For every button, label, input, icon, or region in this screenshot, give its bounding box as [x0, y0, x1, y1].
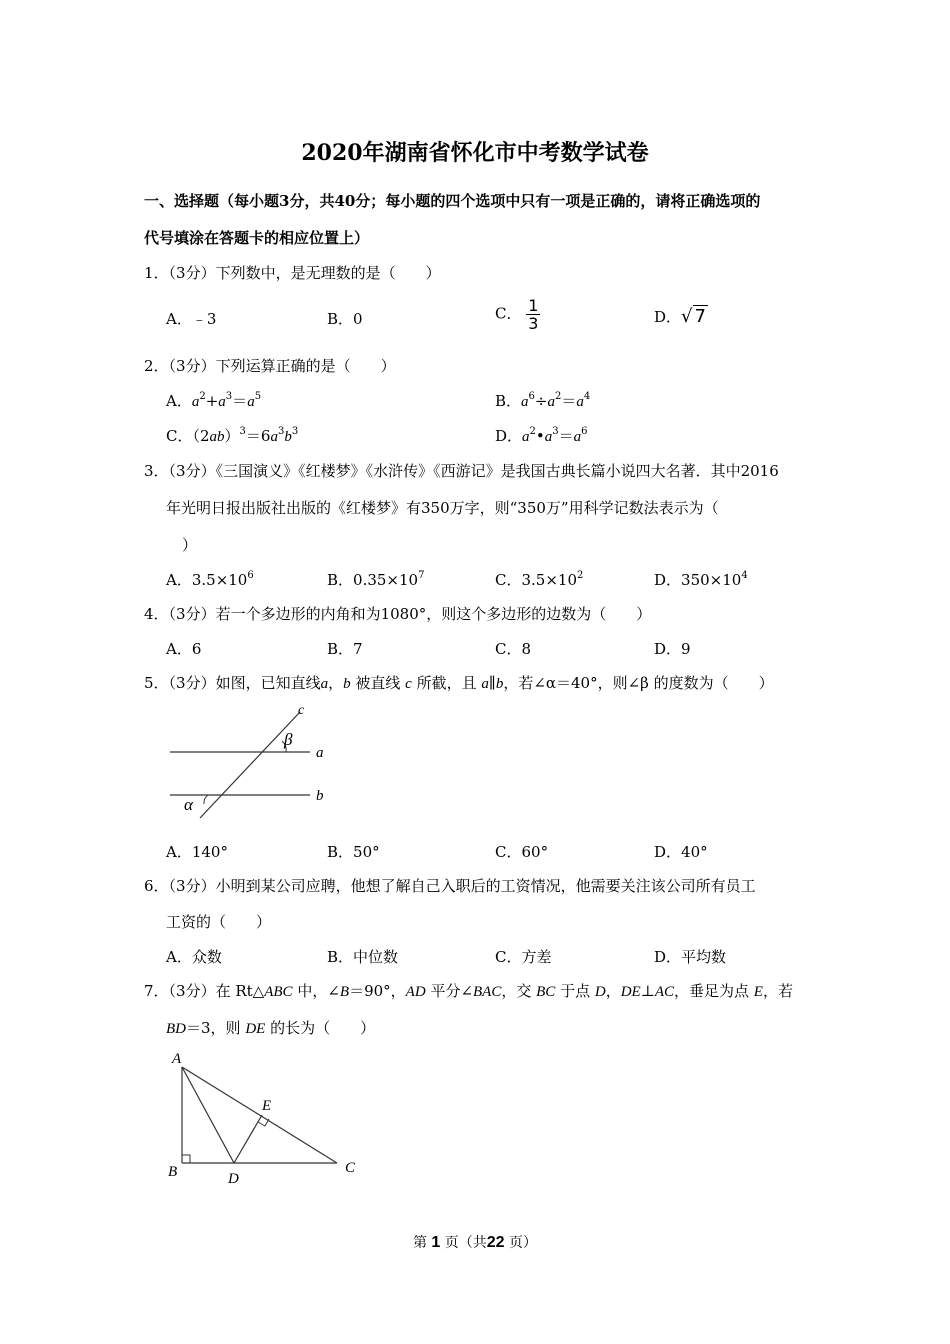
label-c: c — [298, 703, 305, 718]
section-heading-line1: 一、选择题（每小题3分，共40分；每小题的四个选项中只有一项是正确的，请将正确选项的 — [144, 192, 761, 210]
label-c: C — [345, 1160, 356, 1176]
q3-option-d: D．$350\times 10^4$ — [654, 570, 748, 589]
right-angle-b — [182, 1155, 190, 1163]
q3-option-a: A．$3.5\times 10^6$ — [166, 570, 254, 589]
q6-line2: 工资的（ ） — [166, 913, 272, 931]
q5-option-c: C．60° — [495, 843, 549, 861]
q4-option-b: B．7 — [327, 640, 363, 658]
q3-option-b: B．$0.35\times 10^7$ — [327, 570, 425, 589]
q1-option-d — [654, 306, 708, 327]
q4-option-a: A．6 — [166, 640, 202, 658]
q6-option-c: C．方差 — [495, 948, 552, 966]
q3-line2: 年光明日报出版社出版的《红楼梦》有350万字，则“350万”用科学记数法表示为（ — [166, 499, 719, 517]
fraction-numerator: 1 — [528, 296, 539, 315]
q2-option-d: D．$a^2•a^3=a^6$ — [495, 426, 588, 445]
label-d: D — [228, 1171, 239, 1187]
label-e: E — [262, 1098, 272, 1114]
fraction-denominator: 3 — [528, 314, 539, 333]
q3-line1: 3．（3分）《三国演义》《红楼梦》《水浒传》《西游记》是我国古典长篇小说四大名著．其中2016 — [144, 462, 779, 480]
q5-figure — [160, 700, 340, 825]
sqrt-icon: √ 7 — [681, 306, 706, 327]
segment-ac — [182, 1067, 337, 1163]
q2-option-a: A．$a^2+a^3=a^5$ — [166, 391, 262, 410]
page-title: 2020年湖南省怀化市中考数学试卷 — [301, 140, 649, 166]
q5-stem: 5．（3分）如图，已知直线a，b 被直线 c 所截，且 a∥b，若∠α＝40°，则∠β 的度数为（ ） — [144, 674, 774, 692]
q7-figure — [164, 1045, 364, 1190]
q1-option-c — [495, 297, 540, 332]
label-alpha: α — [184, 795, 193, 814]
fraction — [526, 297, 540, 332]
line-c — [200, 712, 300, 818]
angle-alpha-arc — [204, 795, 208, 804]
page-number: 1 — [431, 1234, 441, 1251]
label-beta: β — [284, 730, 293, 749]
section-heading-line2: 代号填涂在答题卡的相应位置上） — [144, 229, 370, 247]
q4-option-d: D．9 — [654, 640, 691, 658]
q1-option-c-label: C． — [495, 304, 522, 323]
q4-option-c: C．8 — [495, 640, 532, 658]
q6-line1: 6．（3分）小明到某公司应聘，他想了解自己入职后的工资情况，他需要关注该公司所有员工 — [144, 877, 756, 895]
label-a: A — [172, 1051, 182, 1067]
q1-stem: 1．（3分）下列数中，是无理数的是（ ） — [144, 264, 441, 282]
segment-de — [234, 1115, 262, 1163]
segment-ad — [182, 1067, 234, 1163]
q5-option-d: D．40° — [654, 843, 708, 861]
q3-option-c: C．$3.5\times 10^2$ — [495, 570, 584, 589]
q6-option-d: D．平均数 — [654, 948, 727, 966]
q7-line1: 7．（3分）在 Rt△ABC 中，∠B＝90°，AD 平分∠BAC，交 BC 于点 D，DE⊥AC，垂足为点 E，若 — [144, 982, 793, 1000]
q3-line3: ） — [182, 536, 198, 554]
q1-option-b: B．0 — [327, 310, 363, 328]
q5-option-a: A．140° — [166, 843, 228, 861]
q4-stem: 4．（3分）若一个多边形的内角和为1080°，则这个多边形的边数为（ ） — [144, 605, 652, 623]
q2-option-b: B．$a^6\div a^2=a^4$ — [495, 391, 591, 410]
label-a: a — [316, 745, 324, 761]
page-footer: 第 1 页（共22 页） — [412, 1234, 538, 1251]
q5-option-b: B．50° — [327, 843, 380, 861]
q6-option-b: B．中位数 — [327, 948, 399, 966]
q6-option-a: A．众数 — [166, 948, 222, 966]
label-b: B — [168, 1164, 178, 1180]
label-b: b — [316, 788, 324, 804]
q7-line2: BD＝3，则 DE 的长为（ ） — [166, 1019, 376, 1037]
q1-option-d-label: D． — [654, 308, 682, 326]
q1-option-a: A．﹣3 — [166, 310, 217, 328]
q2-stem: 2．（3分）下列运算正确的是（ ） — [144, 357, 396, 375]
page-total: 22 — [486, 1234, 505, 1251]
sqrt-radicand: 7 — [694, 306, 706, 327]
q2-option-c: C．$(2ab)^3=6a^3b^3$ — [166, 426, 299, 445]
